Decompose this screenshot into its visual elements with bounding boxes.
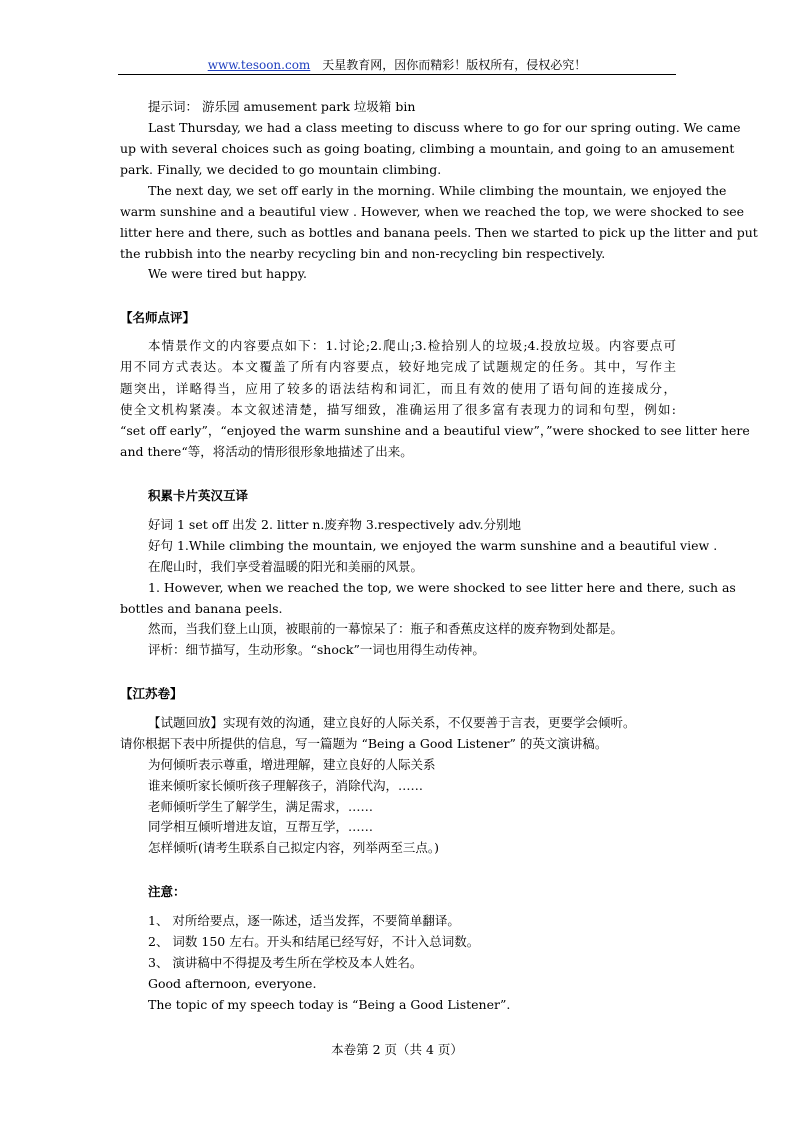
review-line: 题突出，详略得当，应用了较多的语法结构和词汇，而且有效的使用了语句间的连接成分， [120, 381, 676, 396]
essay-line: up with several choices such as going boating, climbing a mountain, and going to an amusement [120, 141, 735, 156]
cards-line: 好词 1 set off 出发 2. litter n.废弃物 3.respectively adv.分别地 [148, 517, 521, 532]
essay-line: the rubbish into the nearby recycling bin and non-recycling bin respectively. [120, 246, 606, 261]
essay-line: Last Thursday, we had a class meeting to discuss where to go for our spring outing. We came [148, 120, 741, 135]
cards-line: 在爬山时，我们享受着温暖的阳光和美丽的风景。 [148, 559, 424, 574]
review-heading: 【名师点评】 [120, 310, 196, 325]
jiangsu-line: 【试题回放】实现有效的沟通，建立良好的人际关系，不仅要善于言表，更要学会倾听。 [148, 715, 636, 730]
essay-line: litter here and there, such as bottles and banana peels. Then we started to pick up the litter and put [120, 225, 758, 240]
notes-line: Good afternoon, everyone. [148, 976, 317, 991]
review-line: 本情景作文的内容要点如下：1.讨论;2.爬山;3.检拾别人的垃圾;4.投放垃圾。内容要点可 [148, 338, 676, 353]
hint-line: 提示词： 游乐园 amusement park 垃圾箱 bin [148, 99, 416, 114]
jiangsu-line: 老师倾听学生了解学生，满足需求，…… [148, 799, 374, 814]
review-line: 使全文机构紧凑。本文叙述清楚，描写细致，准确运用了很多富有表现力的词和句型，例如: [120, 402, 676, 417]
cards-line: 好句 1.While climbing the mountain, we enjoyed the warm sunshine and a beautiful view . [148, 538, 718, 553]
site-link[interactable]: www.tesoon.com [207, 58, 311, 72]
jiangsu-line: 请你根据下表中所提供的信息，写一篇题为 “Being a Good Listener” 的英文演讲稿。 [120, 736, 608, 751]
essay-line: park. Finally, we decided to go mountain climbing. [120, 162, 442, 177]
cards-line: bottles and banana peels. [120, 601, 283, 616]
cards-line: 1. However, when we reached the top, we were shocked to see litter here and there, such as [148, 580, 736, 595]
notes-heading: 注意： [148, 884, 186, 899]
jiangsu-line: 同学相互倾听增进友谊，互帮互学，…… [148, 819, 374, 834]
notes-line: The topic of my speech today is “Being a Good Listener”. [148, 997, 511, 1012]
jiangsu-line: 为何倾听表示尊重，增进理解，建立良好的人际关系 [148, 757, 436, 772]
header-rule [118, 74, 676, 75]
notes-line: 3、 演讲稿中不得提及考生所在学校及本人姓名。 [148, 955, 423, 970]
essay-line: warm sunshine and a beautiful view . However, when we reached the top, we were shocked to see [120, 204, 745, 219]
notes-line: 2、 词数 150 左右。开头和结尾已经写好，不计入总词数。 [148, 934, 480, 949]
essay-line: The next day, we set off early in the morning. While climbing the mountain, we enjoyed the [148, 183, 727, 198]
review-line: and there“等，将活动的情形很形象地描述了出来。 [120, 444, 413, 459]
jiangsu-heading: 【江苏卷】 [120, 686, 183, 701]
cards-line: 评析：细节描写，生动形象。“shock”一词也用得生动传神。 [148, 642, 485, 657]
review-line: 用不同方式表达。本文覆盖了所有内容要点，较好地完成了试题规定的任务。其中，写作主 [120, 359, 676, 374]
jiangsu-line: 怎样倾听(请考生联系自己拟定内容，列举两至三点。) [148, 840, 440, 855]
page-footer: 本卷第 2 页（共 4 页） [331, 1042, 463, 1057]
cards-line: 然而，当我们登上山顶，被眼前的一幕惊呆了：瓶子和香蕉皮这样的废弃物到处都是。 [148, 621, 624, 636]
essay-line: We were tired but happy. [148, 266, 307, 281]
cards-heading: 积累卡片英汉互译 [148, 488, 249, 503]
review-line: “set off early”，“enjoyed the warm sunshine and a beautiful view”，”were shocked to see litter here [120, 423, 750, 438]
notes-line: 1、 对所给要点，逐一陈述，适当发挥，不要简单翻译。 [148, 913, 460, 928]
jiangsu-line: 谁来倾听家长倾听孩子理解孩子，消除代沟，…… [148, 778, 424, 793]
header-text: 天星教育网，因你而精彩！版权所有，侵权必究！ [322, 58, 587, 72]
page-header [0, 58, 794, 72]
